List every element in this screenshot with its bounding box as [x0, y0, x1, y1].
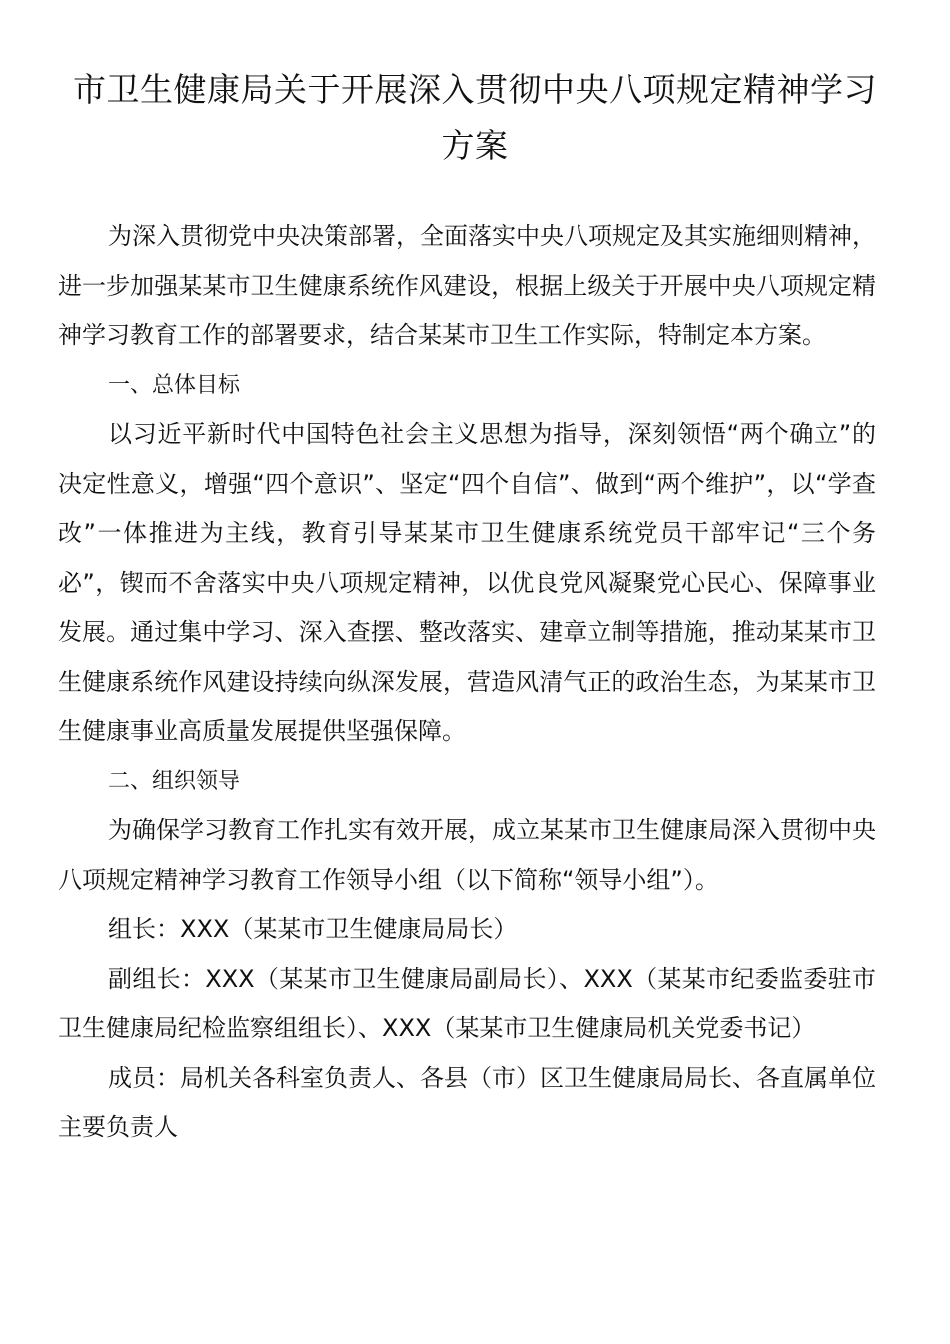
leader-line: 组长：XXX（某某市卫生健康局局长）	[108, 915, 518, 943]
goals-paragraph: 以习近平新时代中国特色社会主义思想为指导，深刻领悟“两个确立”的决定性意义，增强“四个意识”、坚定“四个自信”、做到“两个维护”，以“学查改”一体推进为主线，教育引导某某市卫生健康系统党员干部牢记“三个务必”，锲而不舍落实中央八项规定精神，以优良党风凝聚党心民心、保障事业发展。通过集中学习、深入查摆、整改落实、建章立制等措施，推动某某市卫生健康系统作风建设持续向纵深发展，营造风清气正的政治生态，为某某市卫生健康事业高质量发展提供坚强保障。	[58, 420, 876, 745]
document-title: 市卫生健康局关于开展深入贯彻中央八项规定精神学习方案	[73, 70, 877, 165]
section-heading-goals: 一、总体目标	[108, 372, 241, 398]
deputy-leader-line: 副组长：XXX（某某市卫生健康局副局长）、XXX（某某市纪委监委驻市卫生健康局纪检监察组组长）、XXX（某某市卫生健康局机关党委书记）	[58, 964, 876, 1042]
section-heading-leadership: 二、组织领导	[108, 768, 241, 794]
intro-paragraph: 为深入贯彻党中央决策部署，全面落实中央八项规定及其实施细则精神，进一步加强某某市卫生健康系统作风建设，根据上级关于开展中央八项规定精神学习教育工作的部署要求，结合某某市卫生工作实际，特制定本方案。	[58, 222, 876, 349]
leadership-paragraph: 为确保学习教育工作扎实有效开展，成立某某市卫生健康局深入贯彻中央八项规定精神学习教育工作领导小组（以下简称“领导小组”）。	[58, 816, 876, 894]
document-body	[58, 212, 876, 1153]
members-line: 成员：局机关各科室负责人、各县（市）区卫生健康局局长、各直属单位主要负责人	[58, 1063, 876, 1141]
